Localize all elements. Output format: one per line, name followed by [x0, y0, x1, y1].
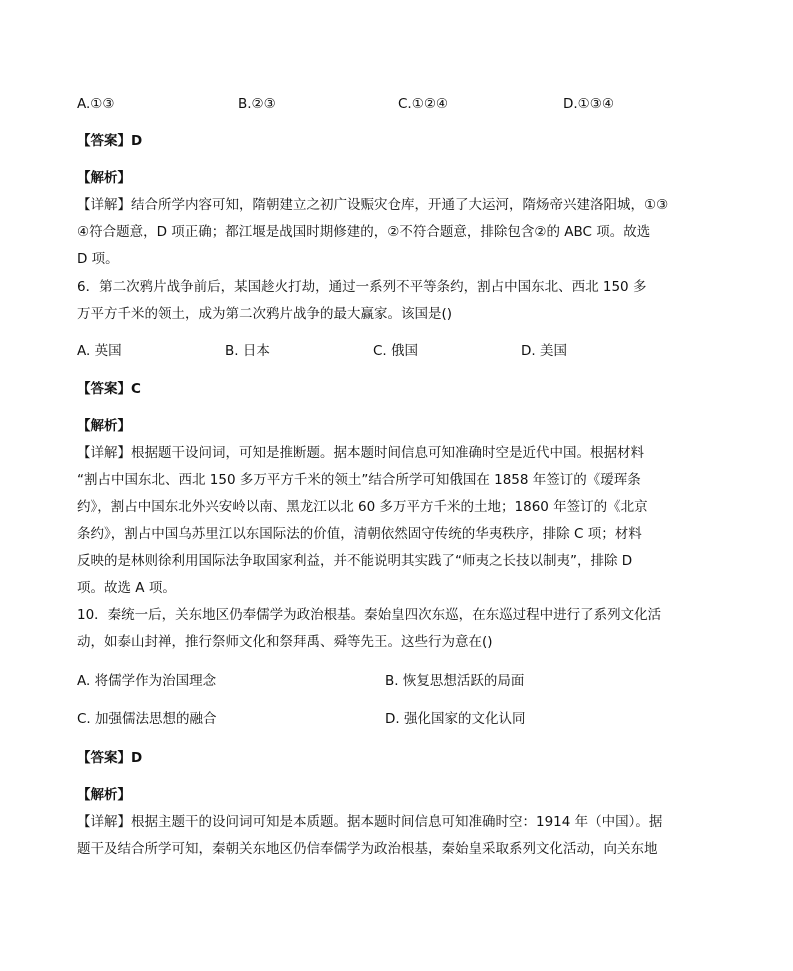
q10-analysis-line: 【详解】根据主题干的设问词可知是本质题。据本题时间信息可知准确时空：1914 年（中国）。据	[77, 814, 663, 830]
q6-stem-line: 6．第二次鸦片战争前后，某国趁火打劫，通过一系列不平等条约，割占中国东北、西北 150 多	[77, 279, 647, 295]
q5-option-a: A.①③	[77, 96, 115, 112]
q10-option-c: C. 加强儒法思想的融合	[77, 711, 217, 727]
q10-option-a: A. 将儒学作为治国理念	[77, 673, 217, 689]
q6-analysis-line: 项。故选 A 项。	[77, 580, 176, 596]
q10-stem-line: 10．秦统一后，关东地区仍奉儒学为政治根基。秦始皇四次东巡，在东巡过程中进行了系列文化活	[77, 607, 662, 623]
q5-analysis-heading: 【解析】	[77, 170, 131, 186]
q6-option-b: B. 日本	[225, 343, 270, 359]
q10-answer: 【答案】D	[77, 750, 143, 766]
q5-option-b: B.②③	[238, 96, 276, 112]
q6-analysis-line: 反映的是林则徐利用国际法争取国家利益，并不能说明其实践了“师夷之长技以制夷”，排除 D	[77, 553, 633, 569]
q5-analysis-line: ④符合题意，D 项正确；都江堰是战国时期修建的，②不符合题意，排除包含②的 ABC 项。故选	[77, 224, 651, 240]
q10-option-b: B. 恢复思想活跃的局面	[385, 673, 525, 689]
q5-option-c: C.①②④	[398, 96, 449, 112]
q6-option-c: C. 俄国	[373, 343, 419, 359]
q6-answer: 【答案】C	[77, 381, 141, 397]
q10-option-d: D. 强化国家的文化认同	[385, 711, 526, 727]
q10-analysis-line: 题干及结合所学可知，秦朝关东地区仍信奉儒学为政治根基，秦始皇采取系列文化活动，向关东地	[77, 841, 658, 857]
q6-analysis-line: 条约》，割占中国乌苏里江以东国际法的价值，清朝依然固守传统的华夷秩序，排除 C 项；材料	[77, 526, 642, 542]
q6-stem-line: 万平方千米的领土，成为第二次鸦片战争的最大赢家。该国是()	[77, 306, 453, 322]
q6-analysis-line: 约》，割占中国东北外兴安岭以南、黑龙江以北 60 多万平方千米的土地；1860 年签订的《北京	[77, 499, 648, 515]
q5-analysis-line: D 项。	[77, 251, 119, 267]
q6-analysis-line: “割占中国东北、西北 150 多万平方千米的领土”结合所学可知俄国在 1858 年签订的《瑷珲条	[77, 472, 641, 488]
q5-analysis-line: 【详解】结合所学内容可知，隋朝建立之初广设赈灾仓库，开通了大运河，隋炀帝兴建洛阳城，①③	[77, 197, 669, 213]
q6-analysis-heading: 【解析】	[77, 418, 131, 434]
q5-answer: 【答案】D	[77, 133, 143, 149]
q10-stem-line: 动，如泰山封禅，推行祭师文化和祭拜禹、舜等先王。这些行为意在()	[77, 634, 493, 650]
q6-option-d: D. 美国	[521, 343, 567, 359]
q6-option-a: A. 英国	[77, 343, 122, 359]
q6-analysis-line: 【详解】根据题干设问词，可知是推断题。据本题时间信息可知准确时空是近代中国。根据材料	[77, 445, 644, 461]
q5-option-d: D.①③④	[563, 96, 614, 112]
q10-analysis-heading: 【解析】	[77, 787, 131, 803]
